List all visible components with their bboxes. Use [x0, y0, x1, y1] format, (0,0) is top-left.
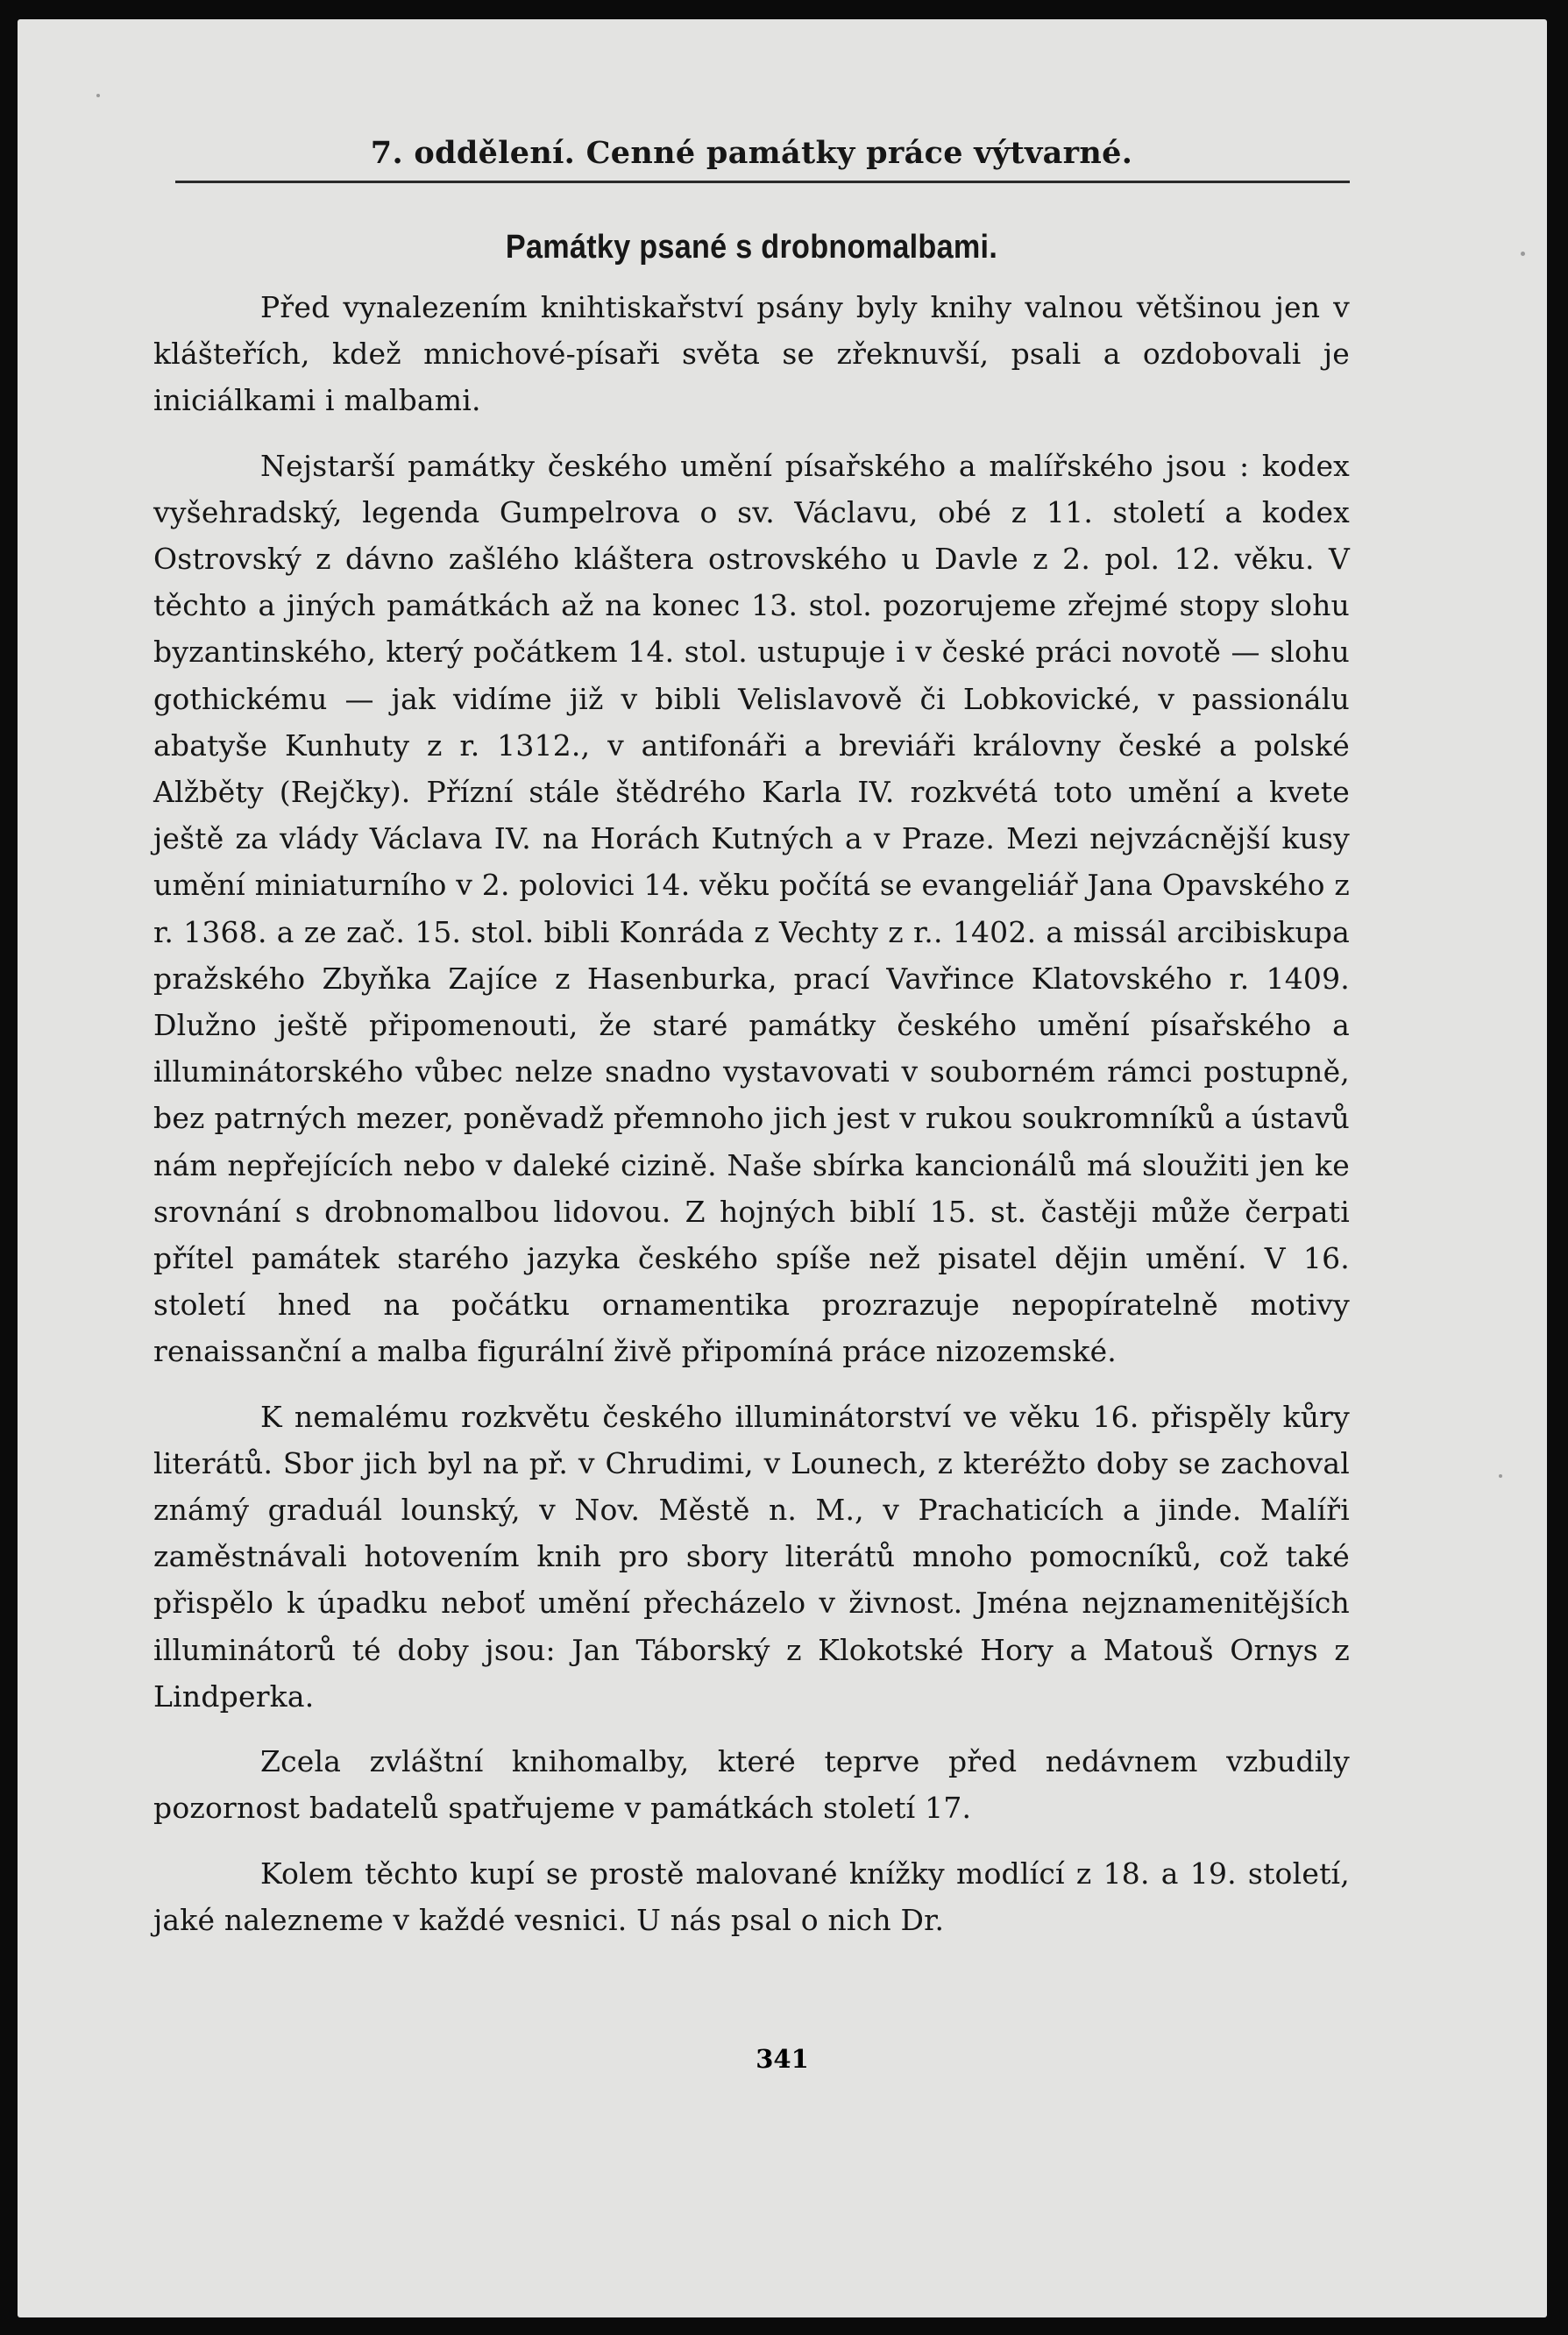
section-title: Památky psané s drobnomalbami.	[505, 229, 998, 266]
header-rule	[175, 181, 1350, 183]
body-text	[153, 284, 1350, 1943]
running-head: 7. oddělení. Cenné památky práce výtvarné.	[370, 135, 1133, 171]
page-number: 341	[756, 2044, 809, 2074]
page-content	[153, 133, 1350, 1962]
paragraph: K nemalému rozkvětu českého illuminátorství ve věku 16. přispěly kůry literátů. Sbor jich byl na př. v Chrudimi, v Lounech, z kteréžto doby se zachoval známý graduál lounský, v Nov. Městě n. M., v Prachaticích a jinde. Malíři zaměstnávali hotovením knih pro sbory literátů mnoho pomocníků, což také přispělo k úpadku neboť umění přecházelo v živnost. Jména nejznamenitějších illuminátorů té doby jsou: Jan Táborský z Klokotské Hory a Matouš Ornys z Lindperka.	[153, 1399, 1350, 1714]
page	[18, 19, 1547, 2317]
paragraph: Kolem těchto kupí se prostě malované knížky modlící z 18. a 19. století, jaké nalezneme v každé vesnici. U nás psal o nich Dr.	[153, 1856, 1350, 1937]
paper-speck	[1499, 1474, 1502, 1478]
paragraph: Zcela zvláštní knihomalby, které teprve před nedávnem vzbudily pozornost badatelů spatřujeme v památkách století 17.	[153, 1744, 1350, 1826]
paragraph: Nejstarší památky českého umění písařského a malířského jsou : kodex vyšehradský, legenda Gumpelrova o sv. Václavu, obé z 11. století a kodex Ostrovský z dávno zašlého kláštera ostrovského u Davle z 2. pol. 12. věku. V těchto a jiných památkách až na konec 13. stol. pozorujeme zřejmé stopy slohu byzantinského, který počátkem 14. stol. ustupuje i v české práci novotě — slohu gothickému — jak vidíme již v bibli Velislavově či Lobkovické, v passionálu abatyše Kunhuty z r. 1312., v antifonáři a breviáři královny české a polské Alžběty (Rejčky). Přízní stále štědrého Karla IV. rozkvétá toto umění a kvete ještě za vlády Václava IV. na Horách Kutných a v Praze. Mezi nejvzácnější kusy umění miniaturního v 2. polovici 14. věku počítá se evangeliář Jana Opavského z r. 1368. a ze zač. 15. stol. bibli Konráda z Vechty z r.. 1402. a missál arcibiskupa pražského Zbyňka Zajíce z Hasenburka, prací Vavřince Klatovského r. 1409. Dlužno ještě připomenouti, že staré památky českého umění písařského a illuminátorského vůbec nelze snadno vystavovati v souborném rámci postupně, bez patrných mezer, poněvadž přemnoho jich jest v rukou soukromníků a ústavů nám nepřejících nebo v daleké cizině. Naše sbírka kancionálů má sloužiti jen ke srovnání s drobnomalbou lidovou. Z hojných biblí 15. st. častěji může čerpati přítel památek starého jazyka českého spíše než pisatel dějin umění. V 16. století hned na počátku ornamentika prozrazuje nepopíratelně motivy renaissanční a malba figurální živě připomíná práce nizozemské.	[153, 448, 1350, 1369]
paper-speck	[96, 94, 100, 97]
paper-speck	[1521, 252, 1525, 256]
paragraph: Před vynalezením knihtiskařství psány byly knihy valnou většinou jen v klášteřích, kdež mnichové-písaři světa se zřeknuvší, psali a ozdobovali je iniciálkami i malbami.	[153, 290, 1350, 418]
